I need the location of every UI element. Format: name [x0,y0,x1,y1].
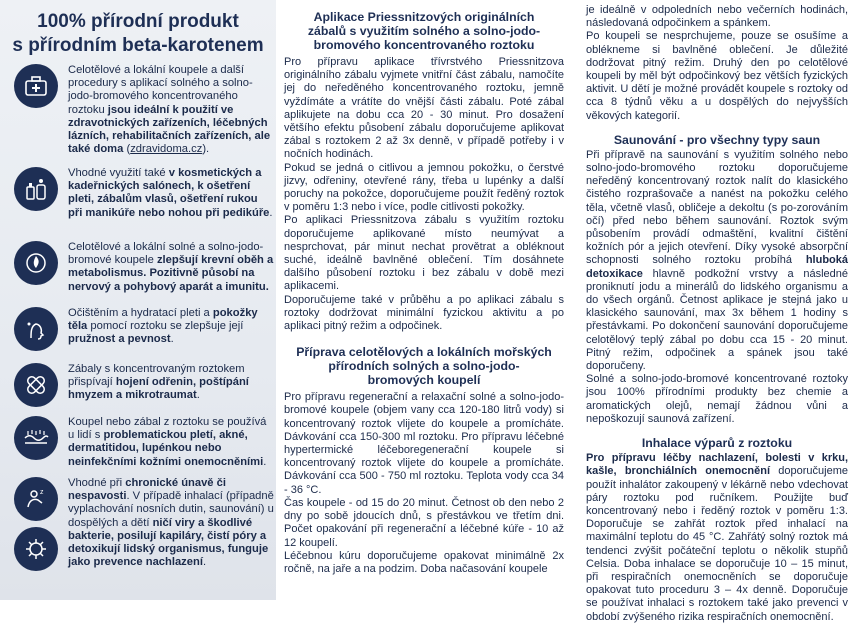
feature-text: Zábaly s koncentrovaným roztokem přispívají hojení odřenin, poštípání hmyzem a mikrotraumat. [68,363,249,402]
paragraph: Při přípravě na saunování s využitím solného nebo solno-jodo-bromového roztoku doporučujeme neředěný koncentrovaný roztok nalít do klasického čistého rozprašovače a nanést na pokožku celého těla, včetně vlasů, obličeje a dekoltu (s po-zorováním očí) před nebo během saunování. Roztok svým působením provádí odmaštění, kvalitní čištění kožních pór a jejich otevření. Díky vysoké absorpční schopnosti solného roztoku probíhá hluboká detoxikace hlavně podkožní vrstvy a následné proniknutí jodu a minerálů do lidského organismu a do všech orgánů. Četnost aplikace je stejná jako u klasického saunování, max 3x během 1 hodiny s přestávkami. Po dokončení saunování doporučujeme celotělový teplý zábal po dobu cca 15 - 20 minut. Pitný režim, odpočinek a spánek jsou také doporučeny. [586,148,848,373]
feature-wound-healing [14,363,272,409]
feature-text: Celotělové a lokální solné a solno-jodo-bromové koupele zlepšují krevní oběh a metabolismus. Pozitivně působí na nervový a pohybový aparát a imunitu. [68,241,274,293]
feature-text: Koupel nebo zábal z roztoku se používá u lidí s problematickou pletí, akné, dermatitidou, lupénkou nebo neinfekčními kožními onemocněními. [68,416,267,468]
paragraph: Léčebnou kúru doporučujeme opakovat minimálně 2x ročně, na jaře a na podzim. Doba načasování koupele [284,549,564,575]
benefits-panel [0,0,276,600]
feature-immunity [14,477,272,595]
bandage-icon [14,363,58,407]
paragraph: Pro přípravu regenerační a relaxační solné a solno-jodo-bromové koupele (objem vany cca 120-180 litrů vody) si koncentrovaný roztok vlijete do koupele a promícháte. Dávkování cca 150-300 ml roztoku. Pro přípravu léčebné hypertermické léčeboregenerační koupele si koncentrovaný roztok vlijete do koupele a promícháte. Dávkování cca 500 - 750 ml roztoku. Teplota vody cca 34 - 36 °C. [284,391,564,496]
feature-text: Celotělové a lokální koupele a další procedury s aplikací solného a solno-jodo-bromového koncentrovaného roztoku jsou ideální k použití ve zdravotnických zařízeních, léčebných lázních, rehabilitačních zařízeních, ale také doma (zdravidoma.cz). [68,64,271,156]
paragraph: Pro přípravu aplikace třívrstvého Priessnitzova originálního zábalu vyjmete vnitřní část zábalu, namočíte jej do neředěného koncentrovaného roztoku, jemně vyždímáte a vrátíte do vnější části zábalu. Poté zábal aplikujete na dobu cca 20 - 30 minut. Pro dosažení většího efektu působení zábalu doporučujeme aplikovat zábal s roztokem 2 až 3x denně, v případě potřeby i v nočních hodinách. [284,56,564,161]
sleep-fatigue-icon [14,477,58,521]
paragraph: Doporučujeme také v průběhu a po aplikaci zábalu s roztoky dodržovat minimální fyzickou aktivitu a po aplikaci pitný režim a odpočinek. [284,293,564,333]
feature-medical [14,64,272,156]
feature-cosmetics [14,167,272,233]
paragraph: Pokud se jedná o citlivou a jemnou pokožku, o čerstvé jizvy, odřeniny, otevřené rány, třeba u lupénky a další poruchy na pokožce, doporučujeme použít ředěný roztok v poměru 1:3 nebo i více, podle citlivosti pokožky. [284,161,564,214]
feature-skin-elasticity [14,307,272,353]
feature-text: Vhodné při chronické únavě či nespavosti. V případě inhalací (případně vyplachování nosních dutin, saunování) u dospělých a dětí ničí viry a škodlivé bakterie, posilují kapiláry, čistí póry a detoxikují lidský organismus, funguje jako prevence nachlazení. [68,477,274,569]
paragraph: je ideálně v odpoledních nebo večerních hodinách, následovaná odpočinkem a spánkem. [586,4,848,30]
heading-baths: Příprava celotělových a lokálních mořských přírodních solných a solno-jodo-bromových koupelí [296,345,552,388]
face-care-icon [14,307,58,351]
feature-text: Vhodné využití také v kosmetických a kadeřnických salónech, k ošetření pleti, zábalům vlasů, ošetření rukou při manikúře nebo nohou při pedikúře. [68,167,273,219]
skin-icon [14,416,58,460]
respiratory-virus-icon [14,527,58,571]
first-aid-kit-icon [14,64,58,108]
sauna-inhalation-column [586,4,848,624]
feature-metabolism [14,241,272,313]
heading-sauna: Saunování - pro všechny typy saun [613,132,821,147]
feature-skin-conditions [14,416,272,476]
panel-title: 100% přírodní produkt s přírodním beta-karotenem [12,11,264,56]
feature-text: Očištěním a hydratací pleti a pokožky těla pomocí roztoku se zlepšuje její pružnost a pevnost. [68,307,258,346]
paragraph: Po aplikaci Priessnitzova zábalu s využitím roztoku doporučujeme aplikované místo neumývat a nesprchovat, pár minut nechat provětrat a obléknout suché, ideálně bavlněné oblečení. Tím dosáhnete dalšího působení roztoku i bez zábalu v době mezi aplikacemi. [284,214,564,293]
paragraph: Po koupeli se nesprchujeme, pouze se osušíme a oblékneme si bavlněné oblečení. Je důležité dodržovat pitný režim. Druhý den po celotělové koupeli by měl být odpočinkový bez větších fyzických aktivit. U dětí je možné provádět koupele s roztoky od cca 8 týdnů věku a u dospělých do nejvyšších věkových kategorií. [586,30,848,122]
paragraph: Solné a solno-jodo-bromové koncentrované roztoky jsou 100% přírodními produkty bez chemie a aromatických olejů, nemají žádnou vůni a nepoškozují saunová zařízení. [586,373,848,425]
cosmetics-icon [14,167,58,211]
heading-inhalation: Inhalace výparů z roztoku [641,436,793,451]
svg-text:z: z [40,489,44,496]
metabolism-icon [14,241,58,285]
priessnitz-column [284,10,564,576]
paragraph: Čas koupele - od 15 do 20 minut. Četnost ob den nebo 2 dny po sobě jdoucích dnů, s přestávkou ve třetím dni. Počet opakování při regenerační a léčebné kúře - 10 až 12 koupelí. [284,496,564,549]
heading-priessnitz: Aplikace Priessnitzových originálních zábalů s využitím solného a solno-jodo-bromového koncentrovaného roztoku [307,10,541,52]
website-link[interactable]: zdravidoma.cz [130,143,203,156]
paragraph: Pro přípravu léčby nachlazení, bolesti v krku, kašle, bronchiálních onemocnění doporučujeme použít inhalátor zakoupený v lékárně nebo vdechovat páry roztoku pod ručníkem. Použijte buď koncentrovaný nebo i ředěný roztok v poměru 1:3. Doporučuje se zahřát roztok před inhalací na maximální teplotu do 45 °C. Zahřátý solný roztok má tendenci zvýšit počáteční teplotu o několik stupňů Celsia. Doba inhalace se doporučuje 10 – 15 minut, při respiračních onemocněních se doporučuje opakovat tuto proceduru 3 – 4x denně. Doporučuje se používat inhalaci s roztokem také jako prevenci v období zvýšeného rizika respiračních onemocnění. [586,452,848,623]
